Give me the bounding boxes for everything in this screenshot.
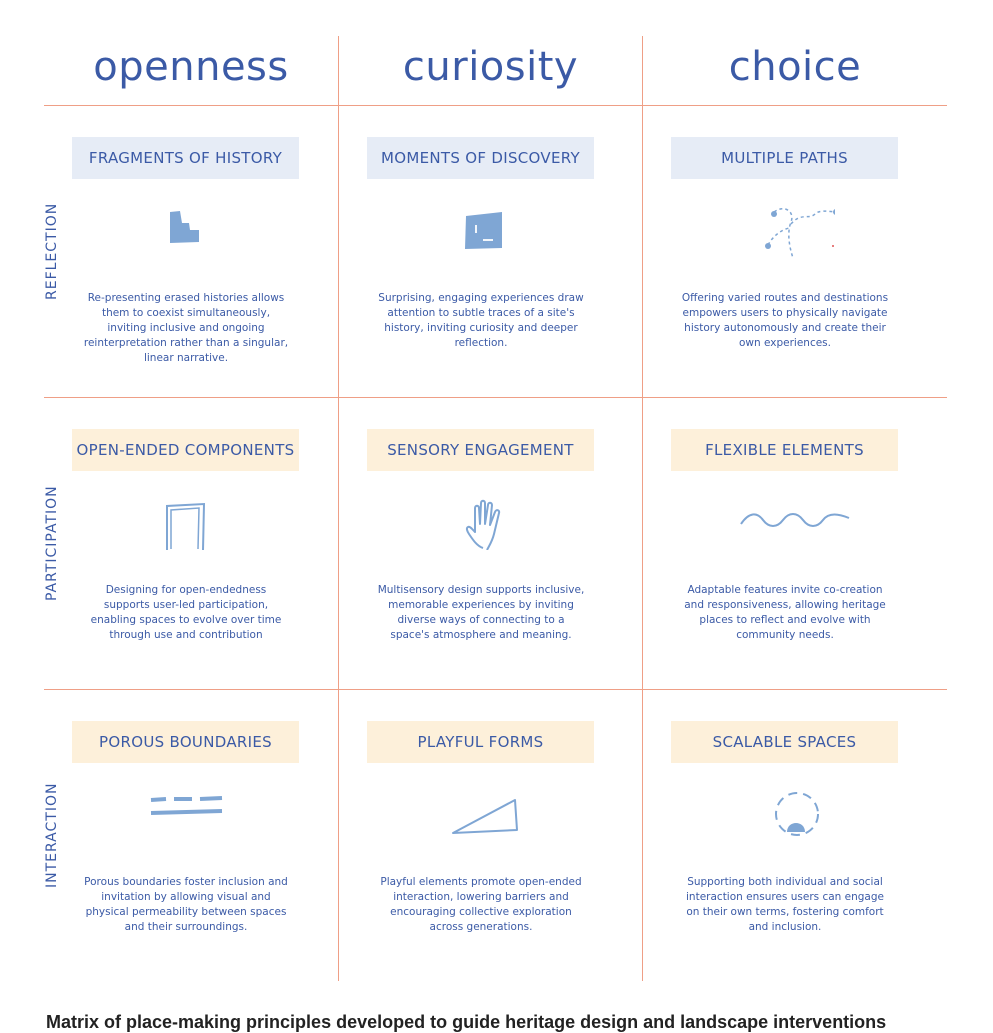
principle-description: Adaptable features invite co-creation and responsiveness, allowing heritage places to reflect and evolve with community needs. xyxy=(684,584,886,641)
principle-description: Surprising, engaging experiences draw attention to subtle traces of a site's history, inviting curiosity and deeper reflection. xyxy=(378,292,584,349)
principle-description: Re-presenting erased histories allows them to coexist simultaneously, inviting inclusive and ongoing reinterpretation rather than a singular, linear narrative. xyxy=(83,292,289,364)
hand-icon xyxy=(431,494,531,550)
principle-title: FRAGMENTS OF HISTORY xyxy=(72,137,299,179)
cell-interaction-choice xyxy=(643,690,947,982)
dashed-boundary-icon xyxy=(136,786,236,842)
principle-title: POROUS BOUNDARIES xyxy=(72,721,299,763)
column-heading-curiosity: curiosity xyxy=(402,44,579,90)
discovery-square-icon xyxy=(431,202,531,258)
fragment-block-icon xyxy=(136,202,236,258)
principle-description: Supporting both individual and social interaction ensures users can engage on their own terms, fostering comfort and inclusion. xyxy=(686,876,884,933)
cell-participation-curiosity xyxy=(339,398,643,690)
branching-paths-icon xyxy=(735,202,835,258)
cell-participation-choice xyxy=(643,398,947,690)
principle-description: Designing for open-endedness supports user-led participation, enabling spaces to evolve over time through use and contribution xyxy=(90,584,282,641)
cell-reflection-choice xyxy=(643,106,947,398)
figure-caption: Matrix of place-making principles developed to guide heritage design and landscape interventions xyxy=(46,1012,887,1032)
triangle-form-icon xyxy=(431,786,531,842)
cell-reflection-openness xyxy=(44,106,348,398)
dashed-circle-icon xyxy=(735,786,835,842)
column-heading-openness: openness xyxy=(93,44,289,90)
cell-interaction-openness xyxy=(44,690,348,982)
row-label-reflection: REFLECTION xyxy=(44,202,60,301)
principle-title: MULTIPLE PATHS xyxy=(671,137,898,179)
cell-participation-openness xyxy=(44,398,348,690)
principle-title: OPEN-ENDED COMPONENTS xyxy=(72,429,299,471)
principle-description: Offering varied routes and destinations empowers users to physically navigate history autonomously and create their own experiences. xyxy=(681,292,889,349)
wave-line-icon xyxy=(735,494,855,550)
open-frame-icon xyxy=(136,494,236,550)
principle-title: PLAYFUL FORMS xyxy=(367,721,594,763)
principle-title: SCALABLE SPACES xyxy=(671,721,898,763)
principle-description: Porous boundaries foster inclusion and invitation by allowing visual and physical permeability between spaces and their surroundings. xyxy=(84,876,288,933)
cell-reflection-curiosity xyxy=(339,106,643,398)
principle-description: Multisensory design supports inclusive, memorable experiences by inviting diverse ways of connecting to a space's atmosphere and meaning. xyxy=(377,584,585,641)
principle-title: SENSORY ENGAGEMENT xyxy=(367,429,594,471)
principle-title: FLEXIBLE ELEMENTS xyxy=(671,429,898,471)
row-label-interaction: INTERACTION xyxy=(44,782,60,889)
principle-title: MOMENTS OF DISCOVERY xyxy=(367,137,594,179)
cell-interaction-curiosity xyxy=(339,690,643,982)
principle-description: Playful elements promote open-ended interaction, lowering barriers and encouraging collective exploration across generations. xyxy=(380,876,582,933)
row-label-participation: PARTICIPATION xyxy=(44,485,60,602)
column-heading-choice: choice xyxy=(728,44,862,90)
